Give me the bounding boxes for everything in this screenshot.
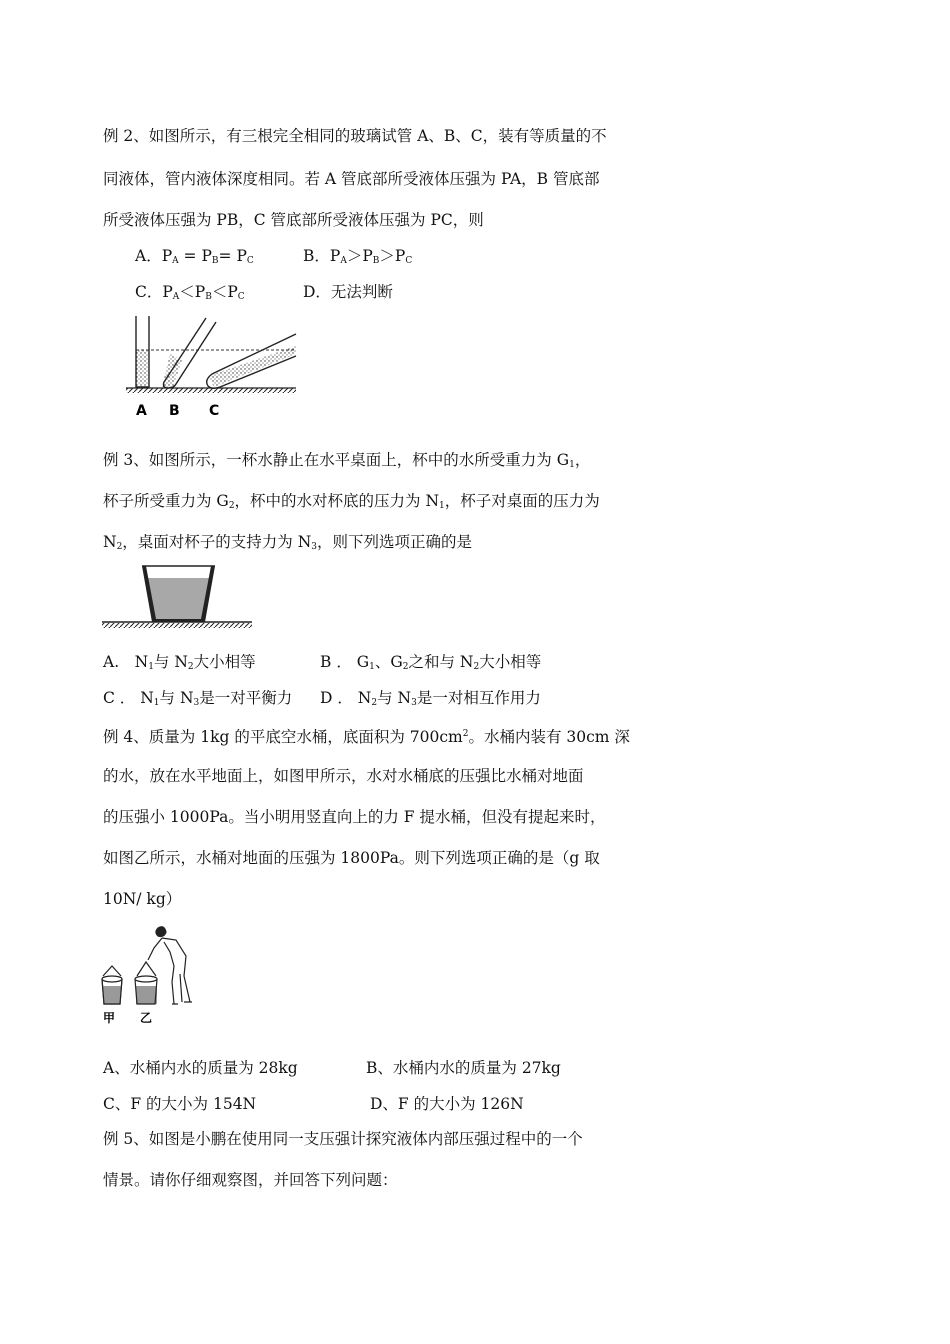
ex5-text-line-1: 例 5、如图是小鹏在使用同一支压强计探究液体内部压强过程中的一个 <box>103 1130 583 1148</box>
ex2-option-c: C．$P_A<P_B<P_C$ <box>135 283 245 302</box>
bucket-yi <box>135 962 157 1004</box>
ex4-option-c: C、F 的大小为 154N <box>103 1095 257 1113</box>
ex4-option-d: D、F 的大小为 126N <box>370 1095 524 1113</box>
tube-c <box>207 334 296 388</box>
ex3-option-c: C ． $N_1$与 $N_3$是一对平衡力 <box>103 689 293 708</box>
ground-hatch <box>126 388 296 393</box>
ex3-text-line-1: 例 3、如图所示，一杯水静止在水平桌面上，杯中的水所受重力为 $G_1$， <box>103 451 591 470</box>
ex4-text-line-4: 如图乙所示，水桶对地面的压强为 1800Pa。则下列选项正确的是（g 取 <box>103 849 600 867</box>
ex4-text-line-5: 10N/ kg） <box>103 890 182 908</box>
ex2-option-b: B．$P_A>P_B>P_C$ <box>303 247 413 266</box>
bucket-figure <box>100 922 200 1026</box>
ex2-text-line-3: 所受液体压强为 PB，C 管底部所受液体压强为 PC，则 <box>103 211 484 229</box>
bucket-label-jia: 甲 <box>103 1011 116 1025</box>
bucket-label-yi: 乙 <box>140 1011 153 1025</box>
cup-on-table-figure <box>100 562 258 634</box>
ex3-text-line-3: $N_2$，桌面对杯子的支持力为 $N_3$，则下列选项正确的是 <box>103 533 473 552</box>
ex4-text-line-3: 的压强小 1000Pa。当小明用竖直向上的力 F 提水桶，但没有提起来时， <box>103 808 606 826</box>
tube-a <box>136 316 149 387</box>
bucket-jia <box>102 966 122 1004</box>
ex4-text-line-1: 例 4、质量为 1kg 的平底空水桶，底面积为 $700cm^2$。水桶内装有 30cm 深 <box>103 728 630 747</box>
ex3-text-line-2: 杯子所受重力为 $G_2$，杯中的水对杯底的压力为 $N_1$，杯子对桌面的压力为 <box>103 492 600 511</box>
ex2-text-line-1: 例 2、如图所示，有三根完全相同的玻璃试管 A、B、C，装有等质量的不 <box>103 127 607 145</box>
ex2-option-d: D．无法判断 <box>303 283 393 301</box>
ex4-text-line-2: 的水，放在水平地面上，如图甲所示，水对水桶底的压强比水桶对地面 <box>103 767 584 785</box>
ex5-text-line-2: 情景。请你仔细观察图，并回答下列问题： <box>103 1171 398 1189</box>
water-in-cup <box>147 578 210 619</box>
ex2-option-a: A．$P_A = P_B= P_C$ <box>135 247 254 266</box>
test-tubes-figure <box>124 312 304 420</box>
ex3-option-a: A. $N_1$与 $N_2$大小相等 <box>103 653 256 672</box>
tube-label-c: C <box>209 403 220 419</box>
ex4-option-b: B、水桶内水的质量为 27kg <box>366 1059 561 1077</box>
ex4-option-a: A、水桶内水的质量为 28kg <box>103 1059 298 1077</box>
ex3-option-d: D ． $N_2$与 $N_3$是一对相互作用力 <box>320 689 541 708</box>
tube-label-b: B <box>169 403 180 419</box>
tube-label-a: A <box>136 403 147 419</box>
ex3-option-b: B ． $G_1$、$G_2$之和与 $N_2$大小相等 <box>320 653 542 672</box>
ex2-text-line-2: 同液体，管内液体深度相同。若 A 管底部所受液体压强为 PA，B 管底部 <box>103 170 600 188</box>
